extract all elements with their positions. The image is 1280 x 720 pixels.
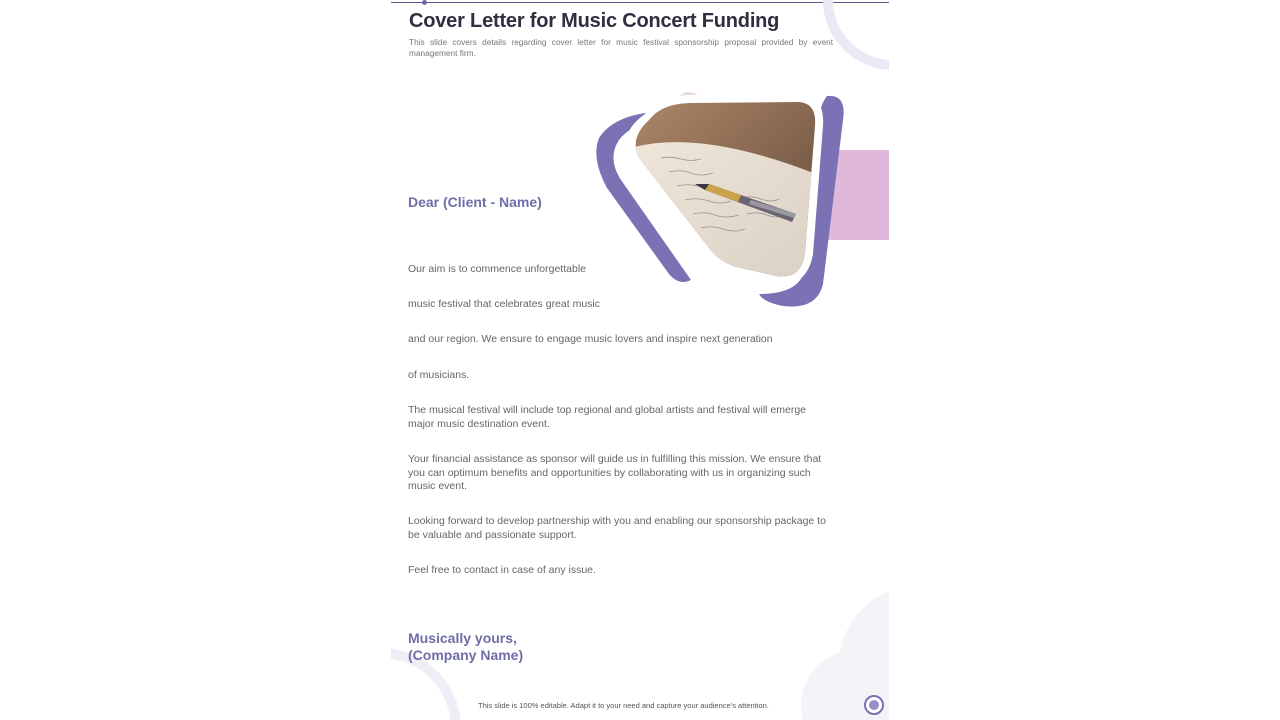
letter-paragraph: and our region. We ensure to engage music lovers and inspire next generation: [408, 333, 773, 345]
page-subtitle: This slide covers details regarding cover letter for music festival sponsorship proposal provided by event management firm.: [409, 37, 833, 58]
page-title: Cover Letter for Music Concert Funding: [409, 10, 780, 32]
sign-off-line-2: (Company Name): [408, 647, 524, 663]
footer-note: This slide is 100% editable. Adapt it to your need and capture your audience’s attention.: [478, 701, 769, 710]
decorative-ring-top-right: [823, 0, 889, 70]
letter-paragraph: of musicians.: [408, 369, 470, 381]
letter-paragraph: Feel free to contact in case of any issue.: [408, 564, 596, 576]
slide-page: [391, 0, 889, 720]
letter-paragraph: Our aim is to commence unforgettable: [408, 263, 586, 275]
top-rule: [391, 2, 889, 3]
letter-paragraph: music festival that celebrates great music: [408, 298, 600, 310]
top-rule-dot: [422, 0, 427, 5]
letter-paragraph: Your financial assistance as sponsor will guide us in fulfilling this mission. We ensure that you can optimum benefits and opportunities by collaborating with us in organizing such music event.: [408, 453, 822, 492]
sign-off-line-1: Musically yours,: [408, 630, 517, 646]
greeting: Dear (Client - Name): [408, 194, 542, 210]
letter-paragraph: The musical festival will include top regional and global artists and festival will emerge major music destination event.: [408, 404, 807, 430]
notebook-pen-photo: [591, 88, 851, 318]
letter-paragraph: Looking forward to develop partnership with you and enabling our sponsorship package to be valuable and passionate support.: [408, 515, 826, 541]
circle-dot-icon: [864, 695, 884, 715]
sign-off: [408, 630, 523, 664]
